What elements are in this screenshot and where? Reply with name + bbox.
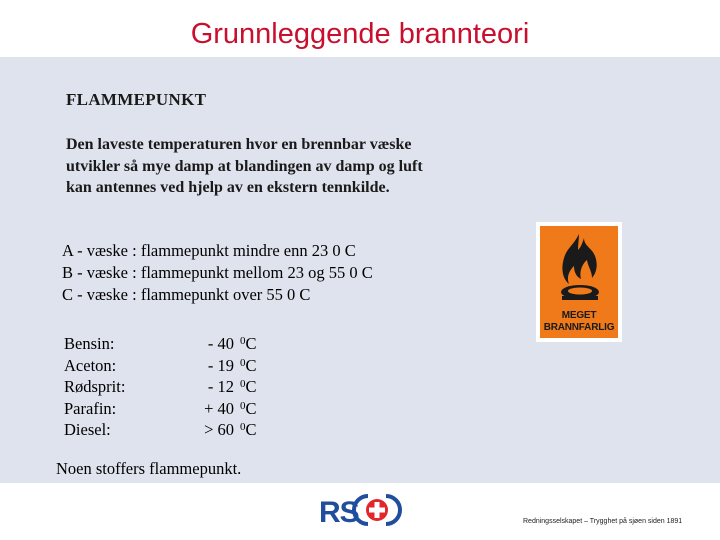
- substance-name: Rødsprit:: [64, 377, 126, 396]
- flashpoint-unit: $^0$C: [240, 420, 257, 439]
- substance-name: Parafin:: [64, 398, 117, 418]
- substance-names: [64, 333, 125, 441]
- substance-name: Diesel:: [64, 420, 111, 439]
- hazard-sign-panel: [540, 226, 618, 338]
- table-caption: Noen stoffers flammepunkt.: [56, 459, 242, 478]
- section-heading: FLAMMEPUNKT: [66, 90, 207, 109]
- class-c-line: C - væske : flammepunkt over 55 0 C: [62, 285, 311, 304]
- substance-values: [188, 333, 234, 441]
- substance-units: [240, 333, 257, 441]
- class-a-line: A - væske : flammepunkt mindre enn 23 0 C: [62, 241, 356, 260]
- flashpoint-unit: $^0$C: [240, 355, 257, 375]
- flashpoint-unit: $^0$C: [240, 334, 257, 353]
- slide-title: Grunnleggende brannteori: [190, 18, 530, 50]
- hazard-sign: [536, 222, 622, 342]
- logo-text: RS: [319, 496, 359, 529]
- substance-name: Aceton:: [64, 355, 117, 375]
- substance-name: Bensin:: [64, 334, 115, 353]
- footer-text: Redningsselskapet – Trygghet på sjøen siden 1891: [523, 518, 683, 525]
- flashpoint-value: - 12: [207, 377, 234, 396]
- flashpoint-unit: $^0$C: [240, 398, 257, 418]
- liquid-classes: [62, 240, 373, 306]
- cross-icon: [354, 496, 400, 524]
- flashpoint-unit: $^0$C: [240, 377, 257, 396]
- flame-icon: [540, 226, 618, 306]
- flashpoint-value: - 40: [207, 334, 234, 353]
- definition-text: Den laveste temperaturen hvor en brennbar væske utvikler så mye damp at blandingen av damp og luft kan antennes ved hjelp av en ekstern tennkilde.: [66, 136, 423, 196]
- sign-line-2: BRANNFARLIG: [543, 322, 615, 333]
- rs-logo: [318, 490, 404, 530]
- class-b-line: B - væske : flammepunkt mellom 23 og 55 0 C: [62, 263, 373, 282]
- flashpoint-value: - 19: [207, 355, 234, 375]
- flashpoint-value: + 40: [204, 398, 234, 418]
- flashpoint-value: > 60: [204, 420, 234, 439]
- sign-line-1: MEGET: [561, 310, 597, 321]
